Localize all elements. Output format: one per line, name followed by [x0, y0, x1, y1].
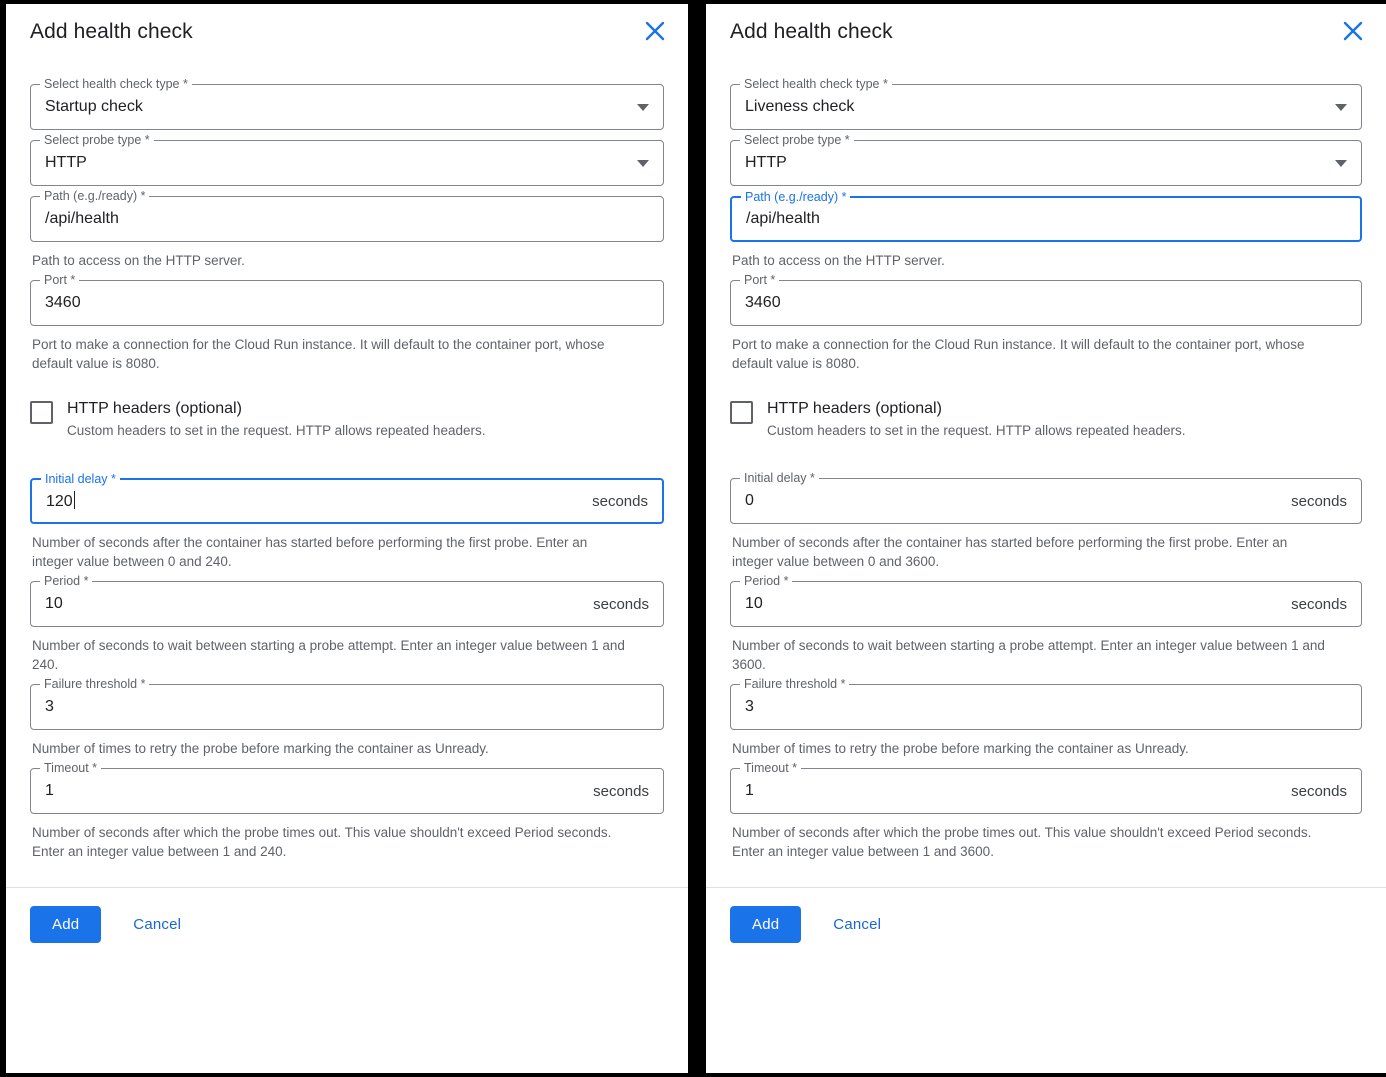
- hint-port: Port to make a connection for the Cloud Run instance. It will default to the container port, whose default value is 8080.: [32, 337, 605, 371]
- field-initial-delay[interactable]: [730, 471, 1362, 524]
- http-headers-label: HTTP headers (optional): [767, 400, 942, 417]
- port-input[interactable]: 3460: [745, 294, 781, 311]
- page-title: Add health check: [730, 20, 893, 43]
- hint-failure-threshold: Number of times to retry the probe before marking the container as Unready.: [732, 741, 1189, 756]
- hint-failure-threshold: Number of times to retry the probe before marking the container as Unready.: [32, 741, 489, 756]
- dialog-body: [6, 60, 688, 861]
- timeout-unit: seconds: [593, 782, 649, 800]
- add-button[interactable]: Add: [730, 906, 801, 943]
- port-input[interactable]: 3460: [45, 294, 81, 311]
- period-input[interactable]: 10: [45, 595, 63, 612]
- value-health-check-type: Startup check: [45, 98, 143, 115]
- add-button[interactable]: Add: [30, 906, 101, 943]
- chevron-down-icon: [637, 104, 649, 111]
- field-health-check-type[interactable]: [30, 77, 664, 130]
- http-headers-checkbox[interactable]: [730, 401, 753, 424]
- hint-timeout: Number of seconds after which the probe times out. This value shouldn't exceed Period seconds. Enter an integer value between 1 and 240.: [32, 825, 612, 859]
- label-path: Path (e.g./ready) *: [40, 189, 149, 203]
- initial-delay-unit: seconds: [592, 492, 648, 510]
- period-unit: seconds: [593, 595, 649, 613]
- close-icon[interactable]: [640, 16, 670, 46]
- http-headers-sub: Custom headers to set in the request. HTTP allows repeated headers.: [767, 423, 1186, 438]
- label-failure-threshold: Failure threshold *: [40, 677, 149, 691]
- dialog-header: [6, 4, 688, 60]
- field-probe-type[interactable]: [30, 133, 664, 186]
- label-health-check-type: Select health check type *: [740, 77, 892, 91]
- label-initial-delay: Initial delay *: [740, 471, 819, 485]
- path-input[interactable]: /api/health: [45, 210, 119, 227]
- label-port: Port *: [40, 273, 79, 287]
- value-probe-type: HTTP: [745, 154, 787, 171]
- value-probe-type: HTTP: [45, 154, 87, 171]
- label-port: Port *: [740, 273, 779, 287]
- chevron-down-icon: [1335, 160, 1347, 167]
- hint-initial-delay: Number of seconds after the container has started before performing the first probe. Enter an integer value between 0 and 3600.: [732, 535, 1288, 569]
- field-initial-delay[interactable]: [30, 472, 664, 524]
- label-period: Period *: [740, 574, 792, 588]
- http-headers-row[interactable]: [730, 399, 1362, 440]
- label-failure-threshold: Failure threshold *: [740, 677, 849, 691]
- field-path[interactable]: [30, 189, 664, 242]
- label-probe-type: Select probe type *: [40, 133, 154, 147]
- field-timeout[interactable]: [30, 761, 664, 814]
- period-unit: seconds: [1291, 595, 1347, 613]
- spacer: [730, 440, 1362, 468]
- close-icon[interactable]: [1338, 16, 1368, 46]
- field-path[interactable]: [730, 190, 1362, 242]
- cancel-button[interactable]: Cancel: [817, 906, 897, 943]
- field-timeout[interactable]: [730, 761, 1362, 814]
- hint-path: Path to access on the HTTP server.: [32, 253, 245, 268]
- chevron-down-icon: [637, 160, 649, 167]
- spacer: [30, 440, 664, 468]
- label-health-check-type: Select health check type *: [40, 77, 192, 91]
- hint-timeout: Number of seconds after which the probe times out. This value shouldn't exceed Period seconds. Enter an integer value between 1 and 3600.: [732, 825, 1312, 859]
- add-health-check-dialog-liveness: [706, 4, 1386, 1073]
- failure-threshold-input[interactable]: 3: [745, 698, 754, 715]
- dialog-footer: [6, 888, 688, 961]
- http-headers-checkbox[interactable]: [30, 401, 53, 424]
- initial-delay-input[interactable]: 0: [745, 492, 754, 509]
- label-timeout: Timeout *: [740, 761, 801, 775]
- period-input[interactable]: 10: [745, 595, 763, 612]
- field-port[interactable]: [730, 273, 1362, 326]
- timeout-unit: seconds: [1291, 782, 1347, 800]
- field-failure-threshold[interactable]: [30, 677, 664, 730]
- hint-port: Port to make a connection for the Cloud Run instance. It will default to the container port, whose default value is 8080.: [732, 337, 1305, 371]
- field-port[interactable]: [30, 273, 664, 326]
- label-period: Period *: [40, 574, 92, 588]
- http-headers-label: HTTP headers (optional): [67, 400, 242, 417]
- path-input[interactable]: /api/health: [746, 210, 820, 227]
- label-path: Path (e.g./ready) *: [741, 190, 850, 204]
- label-probe-type: Select probe type *: [740, 133, 854, 147]
- failure-threshold-input[interactable]: 3: [45, 698, 54, 715]
- add-health-check-dialog-startup: [6, 4, 688, 1073]
- field-period[interactable]: [730, 574, 1362, 627]
- http-headers-row[interactable]: [30, 399, 664, 440]
- label-initial-delay: Initial delay *: [41, 472, 120, 486]
- chevron-down-icon: [1335, 104, 1347, 111]
- field-probe-type[interactable]: [730, 133, 1362, 186]
- page-title: Add health check: [30, 20, 193, 43]
- dialog-header: [706, 4, 1386, 60]
- field-period[interactable]: [30, 574, 664, 627]
- initial-delay-unit: seconds: [1291, 492, 1347, 510]
- http-headers-sub: Custom headers to set in the request. HTTP allows repeated headers.: [67, 423, 486, 438]
- timeout-input[interactable]: 1: [745, 782, 754, 799]
- field-failure-threshold[interactable]: [730, 677, 1362, 730]
- hint-path: Path to access on the HTTP server.: [732, 253, 945, 268]
- hint-initial-delay: Number of seconds after the container has started before performing the first probe. Enter an integer value between 0 and 240.: [32, 535, 588, 569]
- value-health-check-type: Liveness check: [745, 98, 855, 115]
- timeout-input[interactable]: 1: [45, 782, 54, 799]
- dialog-footer: [706, 888, 1386, 961]
- cancel-button[interactable]: Cancel: [117, 906, 197, 943]
- hint-period: Number of seconds to wait between starting a probe attempt. Enter an integer value between 1 and 240.: [32, 638, 625, 672]
- hint-period: Number of seconds to wait between starting a probe attempt. Enter an integer value between 1 and 3600.: [732, 638, 1325, 672]
- label-timeout: Timeout *: [40, 761, 101, 775]
- initial-delay-input[interactable]: 120: [46, 491, 584, 511]
- field-health-check-type[interactable]: [730, 77, 1362, 130]
- dialog-body: [706, 60, 1386, 861]
